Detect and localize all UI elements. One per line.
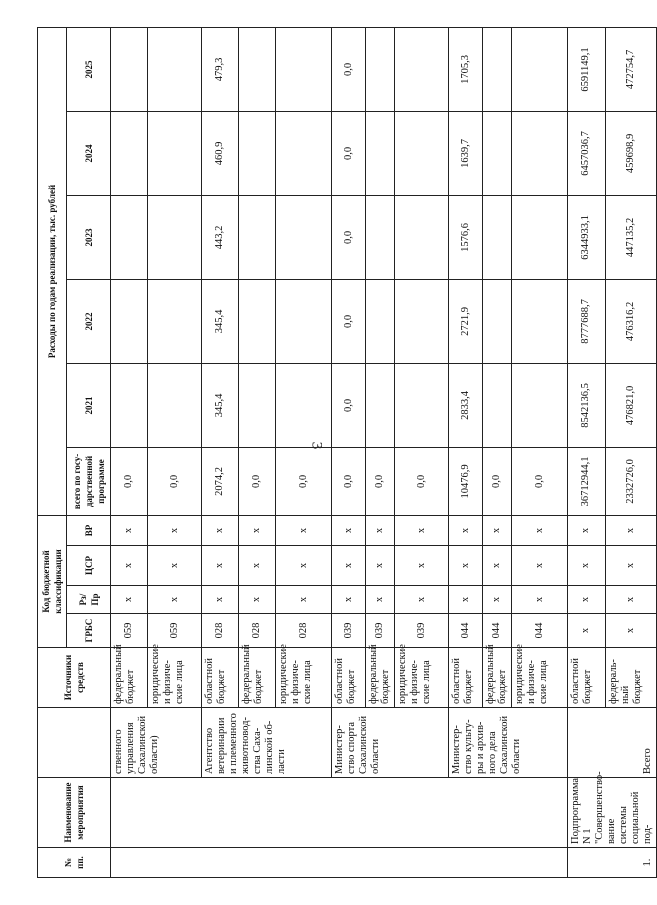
cell-2023 [512,195,568,279]
cell-2023 [276,195,332,279]
cell-csr: x [148,546,202,586]
cell-agency: Министер- ство спорта Сахалинской области [332,708,449,778]
cell-2023: 0,0 [332,195,366,279]
header-year-2025: 2025 [67,27,111,111]
cell-csr: x [366,546,395,586]
cell-2022 [148,279,202,363]
cell-subprogram-name: Подпрограмма N 1 "Совершенство- вание системы социальной под- [568,778,657,848]
cell-total: 0,0 [148,447,202,515]
cell-total: 0,0 [366,447,395,515]
cell-2022 [239,279,276,363]
cell-2021: 476821,0 [605,363,656,447]
cell-rz: x [395,586,449,614]
cell-rz: x [239,586,276,614]
cell-2021 [366,363,395,447]
cell-2023 [111,195,148,279]
cell-grbs: x [605,614,656,648]
cell-name-blank [111,778,568,848]
cell-vr: x [568,515,606,545]
header-grbs: ГРБС [67,614,111,648]
cell-csr: x [568,546,606,586]
cell-source: федеральный бюджет [239,648,276,708]
cell-csr: x [111,546,148,586]
cell-2021 [483,363,512,447]
cell-csr: x [449,546,483,586]
cell-csr: x [276,546,332,586]
cell-total: 0,0 [239,447,276,515]
page-number: 3 [308,441,325,450]
cell-2025: 6591149,1 [568,27,606,111]
cell-total: 0,0 [111,447,148,515]
cell-2022 [395,279,449,363]
cell-vr: x [276,515,332,545]
header-blank [38,708,111,778]
cell-source: федеральный бюджет [483,648,512,708]
cell-2024 [276,111,332,195]
cell-2025: 472754,7 [605,27,656,111]
cell-total: 10476,9 [449,447,483,515]
cell-rz: x [449,586,483,614]
cell-2021: 2833,4 [449,363,483,447]
cell-2023: 447135,2 [605,195,656,279]
cell-total: 0,0 [332,447,366,515]
header-vr: ВР [67,515,111,545]
header-year-2021: 2021 [67,363,111,447]
subprogram-row [568,27,606,877]
cell-2021: 0,0 [332,363,366,447]
cell-2021 [239,363,276,447]
cell-grbs: 028 [276,614,332,648]
cell-source: федеральный бюджет [366,648,395,708]
table-row [111,27,148,877]
cell-vr: x [202,515,239,545]
cell-2022 [483,279,512,363]
cell-vr: x [239,515,276,545]
cell-2022: 476316,2 [605,279,656,363]
cell-2025 [395,27,449,111]
cell-csr: x [332,546,366,586]
cell-2025 [512,27,568,111]
cell-total: 0,0 [483,447,512,515]
cell-vr: x [395,515,449,545]
cell-total: 36712944,1 [568,447,606,515]
header-source: Источники средств [38,648,111,708]
header-budget-code: Код бюджетной классификации [38,515,67,647]
cell-csr: x [202,546,239,586]
cell-source: юридические и физиче- ские лица [395,648,449,708]
header-csr: ЦСР [67,546,111,586]
cell-vr: x [148,515,202,545]
cell-2025 [276,27,332,111]
header-no: № пп. [38,848,111,878]
cell-source: юридические и физиче- ские лица [276,648,332,708]
cell-source: областной бюджет [332,648,366,708]
cell-total: 2332726,0 [605,447,656,515]
cell-vr: x [483,515,512,545]
table-row [202,27,239,877]
cell-csr: x [395,546,449,586]
cell-2024: 1639,7 [449,111,483,195]
cell-2025 [239,27,276,111]
cell-csr: x [239,546,276,586]
cell-total: 0,0 [395,447,449,515]
cell-2024 [111,111,148,195]
cell-csr: x [512,546,568,586]
cell-grbs: 039 [332,614,366,648]
rotated-page [37,28,653,878]
cell-grbs: 039 [395,614,449,648]
cell-total-label: Всего [568,708,657,778]
cell-agency: Министер- ство культу- ры и архив- ного дела Сахалинской области [449,708,568,778]
cell-2025 [483,27,512,111]
header-total: всего по госу- дарственной программе [67,447,111,515]
header-rz-pr: Рз/ Пр [67,586,111,614]
cell-2025: 479,3 [202,27,239,111]
cell-2021: 8542136,5 [568,363,606,447]
cell-grbs: 028 [239,614,276,648]
cell-vr: x [332,515,366,545]
cell-2024: 0,0 [332,111,366,195]
cell-total: 0,0 [512,447,568,515]
cell-vr: x [605,515,656,545]
cell-2024 [366,111,395,195]
header-year-2024: 2024 [67,111,111,195]
cell-rz: x [568,586,606,614]
cell-2025: 0,0 [332,27,366,111]
cell-source: областной бюджет [568,648,606,708]
cell-2022: 2721,9 [449,279,483,363]
header-name: Наименование мероприятия [38,778,111,848]
cell-agency: ственного управления Сахалинской области) [111,708,202,778]
cell-2021 [111,363,148,447]
cell-2025: 1705,3 [449,27,483,111]
cell-grbs: 044 [449,614,483,648]
cell-source: юридические и физиче- ские лица [148,648,202,708]
cell-grbs: 044 [483,614,512,648]
cell-2025 [148,27,202,111]
cell-grbs: 028 [202,614,239,648]
cell-2023: 1576,6 [449,195,483,279]
cell-rz: x [512,586,568,614]
cell-total: 0,0 [276,447,332,515]
cell-grbs: x [568,614,606,648]
cell-2023 [483,195,512,279]
header-year-2022: 2022 [67,279,111,363]
cell-2022 [276,279,332,363]
cell-2024: 6457036,7 [568,111,606,195]
cell-rz: x [148,586,202,614]
cell-2024 [239,111,276,195]
header-expenses: Расходы по годам реализации, тыс. рублей [38,27,67,515]
cell-grbs: 039 [366,614,395,648]
cell-rz: x [605,586,656,614]
cell-2024 [512,111,568,195]
cell-2023: 443,2 [202,195,239,279]
table-row [332,27,366,877]
cell-grbs: 059 [148,614,202,648]
cell-source: областной бюджет [202,648,239,708]
cell-rz: x [332,586,366,614]
cell-vr: x [512,515,568,545]
cell-2022 [366,279,395,363]
cell-agency: Агентство ветеринарии и племенного животновод- ства Саха- линской об- ласти [202,708,332,778]
cell-2025 [111,27,148,111]
cell-2024: 459698,9 [605,111,656,195]
cell-2021: 345,4 [202,363,239,447]
cell-2021 [276,363,332,447]
cell-2024 [483,111,512,195]
cell-2022: 8777688,7 [568,279,606,363]
cell-2023: 6344933,1 [568,195,606,279]
cell-total: 2074,2 [202,447,239,515]
table-row [449,27,483,877]
cell-no-blank [111,848,568,878]
cell-2022 [512,279,568,363]
cell-csr: x [605,546,656,586]
cell-2023 [239,195,276,279]
cell-subprogram-no: 1. [568,848,657,878]
cell-2024 [395,111,449,195]
cell-rz: x [366,586,395,614]
budget-table [37,27,657,878]
cell-2021 [512,363,568,447]
cell-2024 [148,111,202,195]
cell-2021 [148,363,202,447]
cell-2023 [395,195,449,279]
cell-rz: x [202,586,239,614]
cell-2024: 460,9 [202,111,239,195]
cell-rz: x [111,586,148,614]
cell-source: федеральный бюджет [111,648,148,708]
cell-vr: x [366,515,395,545]
cell-rz: x [276,586,332,614]
cell-vr: x [449,515,483,545]
cell-2022: 0,0 [332,279,366,363]
cell-source: областной бюджет [449,648,483,708]
cell-2022: 345,4 [202,279,239,363]
cell-2022 [111,279,148,363]
cell-source: федераль- ный бюджет [605,648,656,708]
cell-vr: x [111,515,148,545]
header-year-2023: 2023 [67,195,111,279]
cell-source: юридические и физиче- ские лица [512,648,568,708]
cell-2021 [395,363,449,447]
cell-2023 [148,195,202,279]
cell-grbs: 044 [512,614,568,648]
cell-grbs: 059 [111,614,148,648]
cell-csr: x [483,546,512,586]
cell-2025 [366,27,395,111]
cell-2023 [366,195,395,279]
cell-rz: x [483,586,512,614]
